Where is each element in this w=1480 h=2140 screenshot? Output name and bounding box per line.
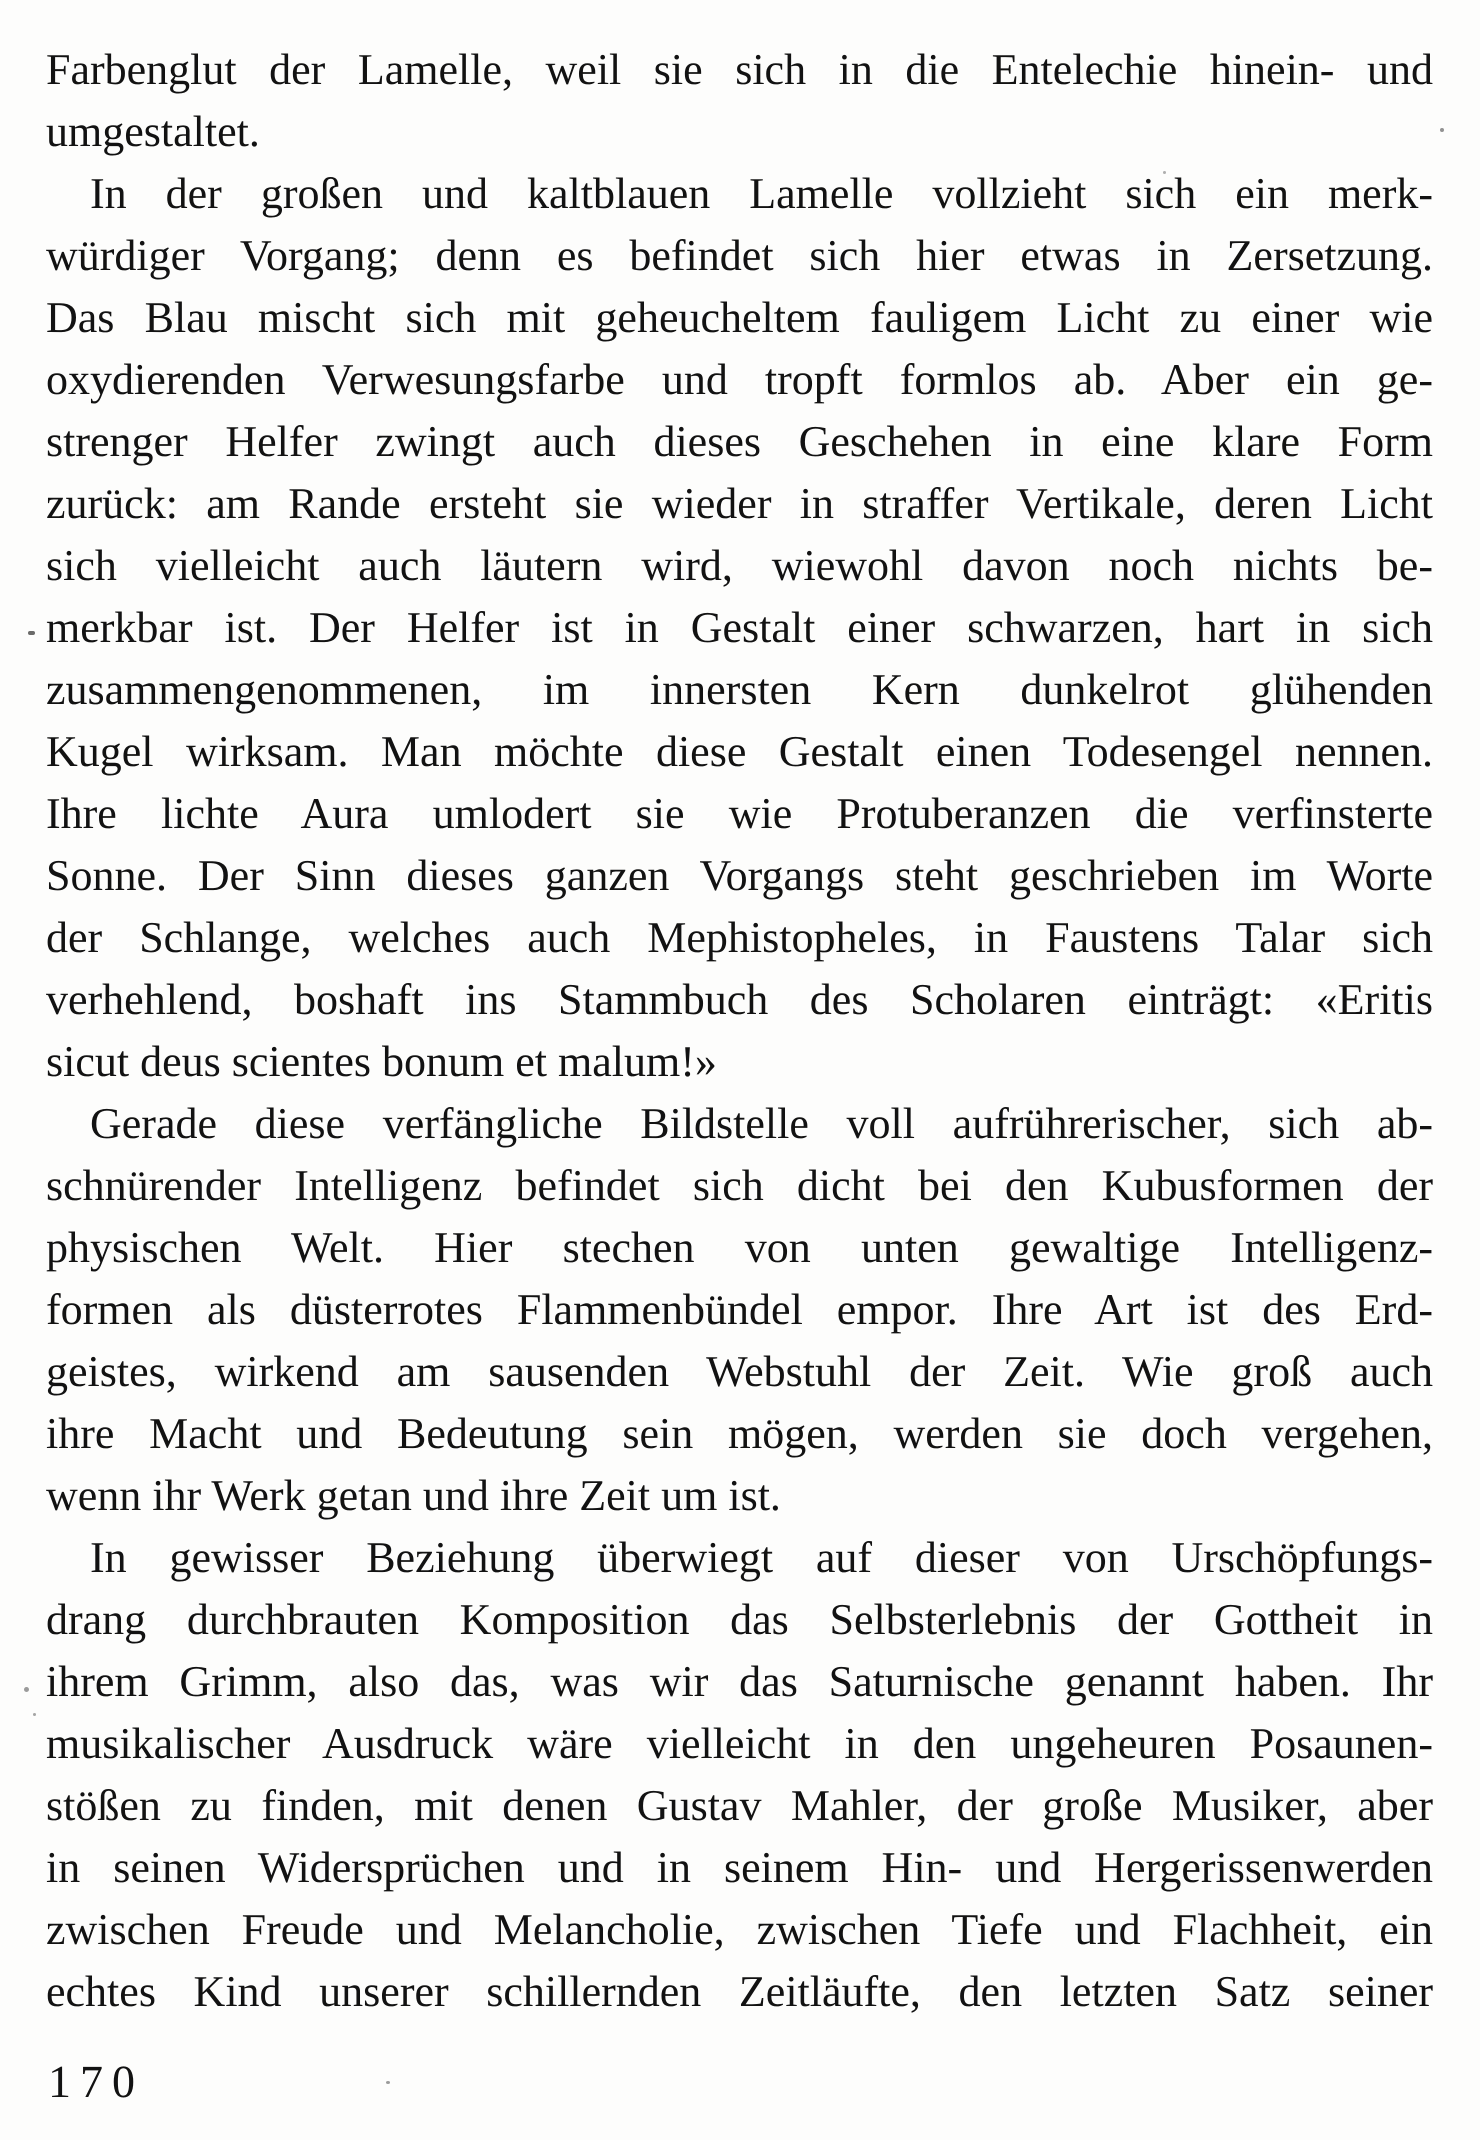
scan-artifact bbox=[33, 1713, 36, 1716]
text-line: verhehlend, boshaft ins Stammbuch des Scholaren einträgt: «Eritis bbox=[46, 975, 1433, 1024]
text-line: der Schlange, welches auch Mephistopheles, in Faustens Talar sich bbox=[46, 913, 1433, 962]
text-line: zusammengenommenen, im innersten Kern dunkelrot glühenden bbox=[46, 665, 1433, 714]
text-line: drang durchbrauten Komposition das Selbsterlebnis der Gottheit in bbox=[46, 1595, 1433, 1644]
text-line: ihrem Grimm, also das, was wir das Saturnische genannt haben. Ihr bbox=[46, 1657, 1433, 1706]
body-text bbox=[46, 39, 1433, 2023]
text-line: zurück: am Rande ersteht sie wieder in straffer Vertikale, deren Licht bbox=[46, 479, 1433, 528]
text-line: sich vielleicht auch läutern wird, wiewohl davon noch nichts be- bbox=[46, 541, 1433, 590]
text-line: echtes Kind unserer schillernden Zeitläufte, den letzten Satz seiner bbox=[46, 1967, 1433, 2016]
text-line: Das Blau mischt sich mit geheucheltem fauligem Licht zu einer wie bbox=[46, 293, 1433, 342]
text-line: oxydierenden Verwesungsfarbe und tropft formlos ab. Aber ein ge- bbox=[46, 355, 1433, 404]
scan-artifact bbox=[1440, 128, 1444, 132]
text-line: stößen zu finden, mit denen Gustav Mahler, der große Musiker, aber bbox=[46, 1781, 1433, 1830]
text-line: Farbenglut der Lamelle, weil sie sich in die Entelechie hinein- und bbox=[46, 45, 1433, 94]
text-line: würdiger Vorgang; denn es befindet sich hier etwas in Zersetzung. bbox=[46, 231, 1433, 280]
text-line: zwischen Freude und Melancholie, zwischen Tiefe und Flachheit, ein bbox=[46, 1905, 1433, 1954]
text-line: Sonne. Der Sinn dieses ganzen Vorgangs steht geschrieben im Worte bbox=[46, 851, 1433, 900]
text-line: physischen Welt. Hier stechen von unten gewaltige Intelligenz- bbox=[46, 1223, 1433, 1272]
text-line: umgestaltet. bbox=[46, 107, 260, 156]
text-line: Gerade diese verfängliche Bildstelle voll aufrührerischer, sich ab- bbox=[90, 1099, 1433, 1148]
text-line: geistes, wirkend am sausenden Webstuhl der Zeit. Wie groß auch bbox=[46, 1347, 1433, 1396]
text-line: In der großen und kaltblauen Lamelle vollzieht sich ein merk- bbox=[90, 169, 1433, 218]
text-line: Ihre lichte Aura umlodert sie wie Protuberanzen die verfinsterte bbox=[46, 789, 1433, 838]
scan-artifact bbox=[24, 1687, 29, 1692]
page-number: 170 bbox=[48, 2056, 144, 2107]
text-line: musikalischer Ausdruck wäre vielleicht in den ungeheuren Posaunen- bbox=[46, 1719, 1433, 1768]
text-line: ihre Macht und Bedeutung sein mögen, werden sie doch vergehen, bbox=[46, 1409, 1433, 1458]
scan-artifact bbox=[28, 631, 35, 635]
text-line: formen als düsterrotes Flammenbündel empor. Ihre Art ist des Erd- bbox=[46, 1285, 1433, 1334]
text-line: Kugel wirksam. Man möchte diese Gestalt einen Todesengel nennen. bbox=[46, 727, 1433, 776]
text-line: wenn ihr Werk getan und ihre Zeit um ist. bbox=[46, 1471, 781, 1520]
text-line: strenger Helfer zwingt auch dieses Geschehen in eine klare Form bbox=[46, 417, 1433, 466]
text-line: in seinen Widersprüchen und in seinem Hin- und Hergerissenwerden bbox=[46, 1843, 1433, 1892]
text-line: sicut deus scientes bonum et malum!» bbox=[46, 1037, 717, 1086]
text-line: schnürender Intelligenz befindet sich dicht bei den Kubusformen der bbox=[46, 1161, 1433, 1210]
text-line: In gewisser Beziehung überwiegt auf dieser von Urschöpfungs- bbox=[90, 1533, 1433, 1582]
text-line: merkbar ist. Der Helfer ist in Gestalt einer schwarzen, hart in sich bbox=[46, 603, 1433, 652]
